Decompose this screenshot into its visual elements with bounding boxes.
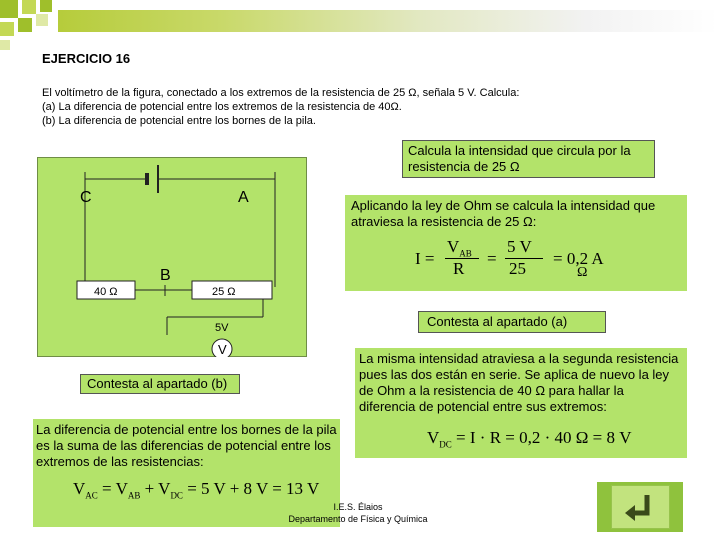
voltmeter-reading: 5V [215, 322, 229, 334]
intensity-question-box: Calcula la intensidad que circula por la resistencia de 25 Ω [402, 140, 655, 178]
statement-line: (b) La diferencia de potencial entre los bornes de la pila. [42, 115, 316, 127]
exercise-title: EJERCICIO 16 [42, 51, 131, 66]
series-text: La misma intensidad atraviesa a la segunda resistencia pues las dos están en serie. Se aplica de nuevo la ley de Ohm a la resistencia de 40 Ω para hallar la diferencia de potencial entre sus extremos: [359, 351, 679, 414]
circuit-diagram [37, 157, 307, 357]
node-label-c: C [80, 189, 92, 206]
ohm-law-text: Aplicando la ley de Ohm se calcula la intensidad que atraviesa la resistencia de 25 Ω: [351, 198, 656, 229]
vac-formula: $V_{AC} = V_{AB} + V_{DC} = 5$ V + 8 V = 13 V [73, 479, 320, 501]
footer-credit [283, 501, 433, 525]
footer-department: Departamento de Física y Química [288, 514, 428, 524]
statement-line: El voltímetro de la figura, conectado a los extremos de la resistencia de 25 Ω, señala 5 V. Calcula: [42, 87, 520, 99]
voltmeter-symbol: V [218, 342, 227, 357]
answer-b-label: Contesta al apartado (b) [80, 374, 240, 394]
vdc-formula: $V_{DC} = I \cdot R = 0,2 \cdot 40$ Ω = 8 V [427, 428, 632, 450]
footer-school: I.E.S. Élaios [333, 502, 383, 512]
sum-text: La diferencia de potencial entre los bornes de la pila es la suma de las diferencias de potencial entre los extremos de las resistencias: [36, 422, 337, 469]
ohm-law-box [345, 195, 687, 291]
return-arrow-icon [623, 491, 659, 523]
node-label-a: A [238, 189, 249, 206]
exercise-statement [42, 86, 519, 128]
resistor-25-label: 25 Ω [212, 286, 236, 298]
return-button[interactable] [611, 485, 670, 529]
answer-a-label: Contesta al apartado (a) [418, 311, 606, 333]
statement-line: (a) La diferencia de potencial entre los extremos de la resistencia de 40Ω. [42, 101, 402, 113]
node-label-b: B [160, 267, 171, 284]
circuit-wires [37, 157, 307, 357]
header-bar [58, 10, 718, 32]
ohm-formula: I = $V_{AB}$ R = 5 V 25 = 0,2 A Ω [415, 237, 604, 280]
resistor-40-label: 40 Ω [94, 286, 118, 298]
series-explanation-box [355, 348, 687, 458]
